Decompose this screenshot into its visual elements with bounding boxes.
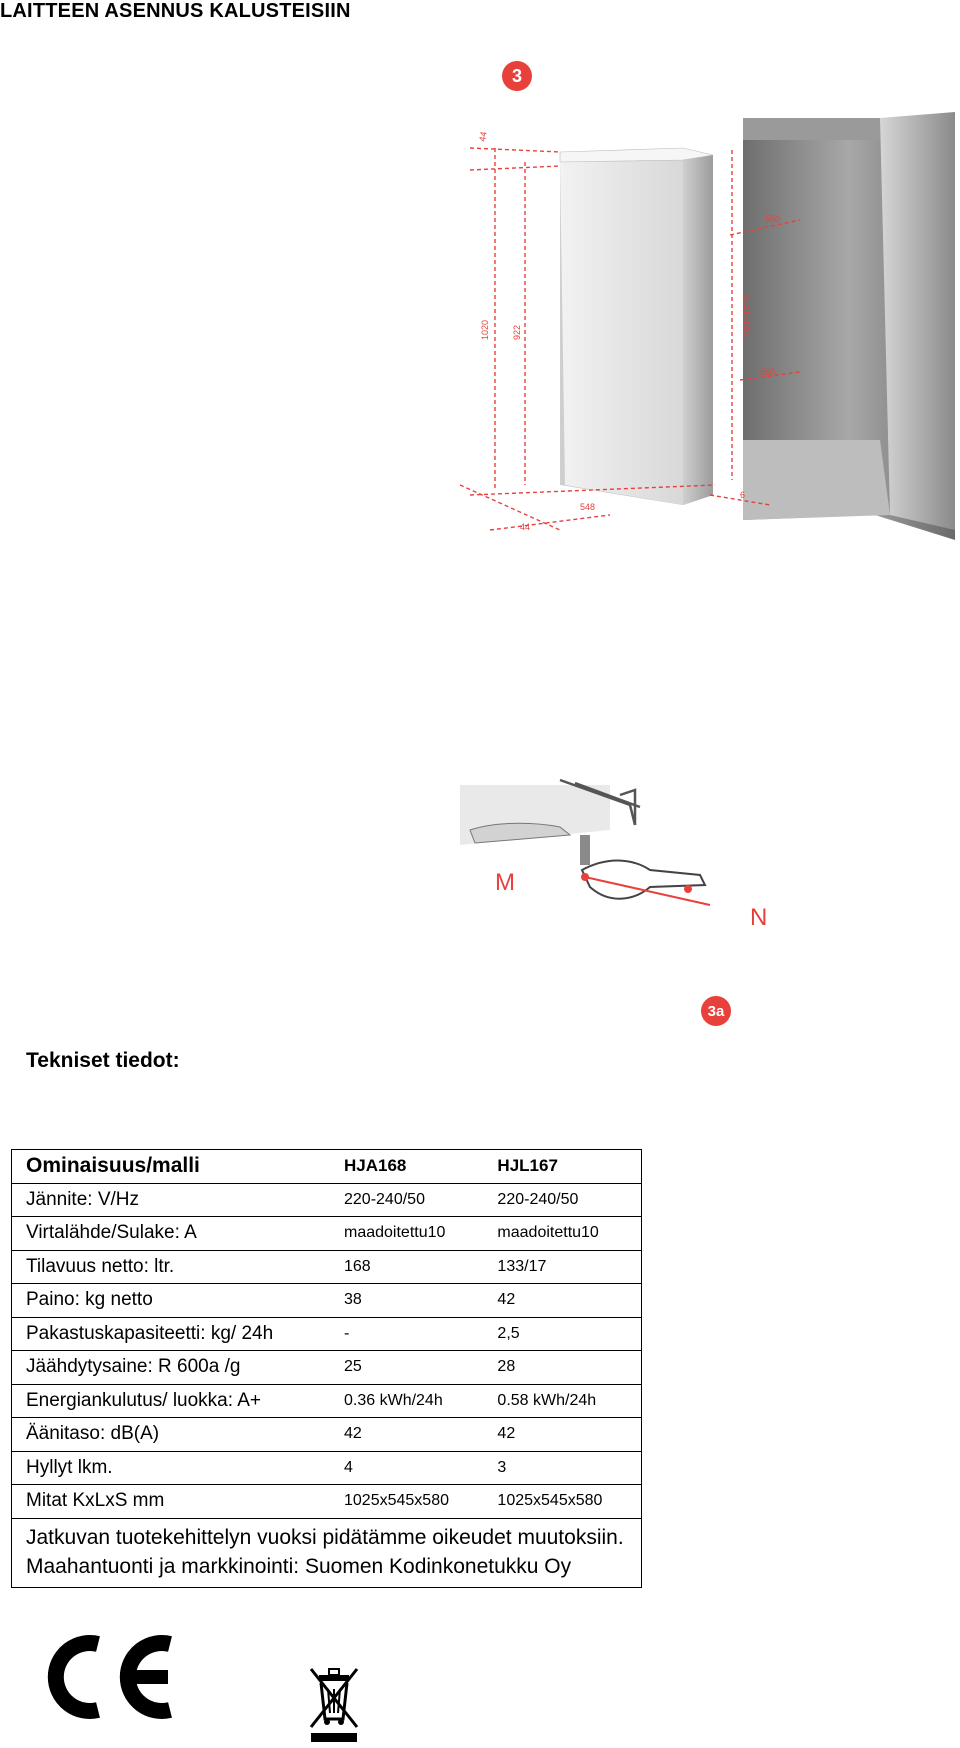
row-value-1: 4 xyxy=(334,1451,487,1485)
table-row xyxy=(12,1451,642,1485)
table-row xyxy=(12,1418,642,1452)
installation-diagram xyxy=(477,110,960,600)
row-value-2: 0.58 kWh/24h xyxy=(487,1384,641,1418)
row-value-2: 1025x545x580 xyxy=(487,1485,641,1519)
table-row xyxy=(12,1485,642,1519)
dim-label-height-total: 1020 xyxy=(480,319,490,340)
row-label: Pakastuskapasiteetti: kg/ 24h xyxy=(12,1317,335,1351)
dim-label-niche-depth: 560 xyxy=(760,367,776,377)
cabinet-illustration xyxy=(477,110,960,600)
header-model-2: HJL167 xyxy=(487,1150,641,1184)
specs-table xyxy=(11,1149,642,1588)
figure-badge-3a: 3a xyxy=(701,996,731,1026)
header-label: Ominaisuus/malli xyxy=(12,1150,335,1184)
dim-label-height-inner: 922 xyxy=(512,324,522,340)
dim-label-top: 44 xyxy=(477,130,489,143)
row-label: Jäähdytysaine: R 600a /g xyxy=(12,1351,335,1385)
row-value-2: 220-240/50 xyxy=(487,1183,641,1217)
row-label: Paino: kg netto xyxy=(12,1284,335,1318)
row-label: Mitat KxLxS mm xyxy=(12,1485,335,1519)
row-value-1: 42 xyxy=(334,1418,487,1452)
row-value-1: 220-240/50 xyxy=(334,1183,487,1217)
ce-mark-logo xyxy=(40,1632,180,1727)
row-value-1: - xyxy=(334,1317,487,1351)
row-value-2: 133/17 xyxy=(487,1250,641,1284)
table-row xyxy=(12,1217,642,1251)
row-label: Jännite: V/Hz xyxy=(12,1183,335,1217)
row-value-2: 28 xyxy=(487,1351,641,1385)
row-value-1: 0.36 kWh/24h xyxy=(334,1384,487,1418)
row-label: Energiankulutus/ luokka: A+ xyxy=(12,1384,335,1418)
hinge-illustration xyxy=(460,775,770,940)
row-value-1: 38 xyxy=(334,1284,487,1318)
table-row xyxy=(12,1183,642,1217)
header-model-1: HJA168 xyxy=(334,1150,487,1184)
row-value-1: 168 xyxy=(334,1250,487,1284)
table-row xyxy=(12,1284,642,1318)
row-value-1: 25 xyxy=(334,1351,487,1385)
page-title: LAITTEEN ASENNUS KALUSTEISIIN xyxy=(0,0,351,22)
row-value-2: maadoitettu10 xyxy=(487,1217,641,1251)
table-row xyxy=(12,1317,642,1351)
appliance-body xyxy=(560,160,683,505)
dim-label-bottom: 44 xyxy=(520,522,531,532)
row-value-1: maadoitettu10 xyxy=(334,1217,487,1251)
row-label: Virtalähde/Sulake: A xyxy=(12,1217,335,1251)
cabinet-side-panel xyxy=(880,112,955,530)
disclaimer-note: Jatkuvan tuotekehittelyn vuoksi pidätämme oikeudet muutoksiin. Maahantuonti ja markkinointi: Suomen Kodinkonetukku Oy xyxy=(12,1518,642,1587)
table-row xyxy=(12,1351,642,1385)
figure-badge-3: 3 xyxy=(502,61,532,91)
hinge-adjustment-diagram xyxy=(460,775,770,940)
table-row xyxy=(12,1384,642,1418)
row-label: Tilavuus netto: ltr. xyxy=(12,1250,335,1284)
section-title: Tekniset tiedot: xyxy=(26,1049,180,1072)
dim-label-width: 548 xyxy=(580,502,596,512)
row-label: Äänitaso: dB(A) xyxy=(12,1418,335,1452)
dim-label-niche-width: 550 xyxy=(765,214,781,224)
dim-label-side: 6 xyxy=(740,490,746,500)
row-label: Hyllyt lkm. xyxy=(12,1451,335,1485)
row-value-2: 42 xyxy=(487,1418,641,1452)
label-n: N xyxy=(750,904,768,931)
row-value-1: 1025x545x580 xyxy=(334,1485,487,1519)
label-m: M xyxy=(495,869,515,896)
table-row xyxy=(12,1250,642,1284)
row-value-2: 3 xyxy=(487,1451,641,1485)
row-value-2: 2,5 xyxy=(487,1317,641,1351)
dim-label-niche-height: 1021÷1023 xyxy=(742,295,752,340)
row-value-2: 42 xyxy=(487,1284,641,1318)
adjustment-screw xyxy=(580,835,590,865)
table-header-row xyxy=(12,1150,642,1184)
note-row xyxy=(12,1518,642,1587)
weee-bin-icon xyxy=(305,1663,365,1748)
